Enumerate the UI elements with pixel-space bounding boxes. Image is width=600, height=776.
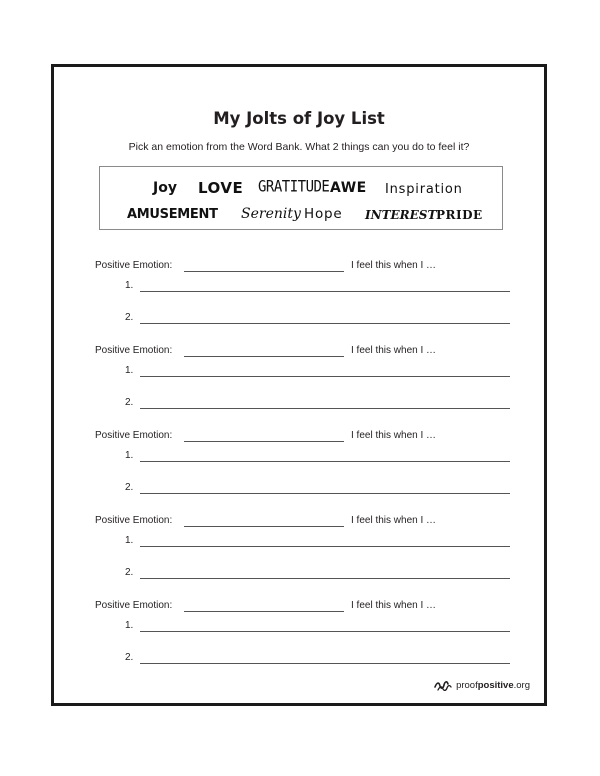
word-love: LOVE	[198, 179, 244, 197]
word-pride: PRIDE	[436, 208, 483, 222]
positive-emotion-label: Positive Emotion:	[95, 260, 173, 271]
emotion-answer-line[interactable]	[184, 441, 344, 442]
feel-when-label: I feel this when I …	[351, 430, 437, 441]
emotion-answer-line[interactable]	[184, 611, 344, 612]
worksheet	[51, 64, 547, 706]
word-amusement: AMUSEMENT	[127, 207, 218, 222]
item-number-2: 2.	[125, 397, 134, 408]
entry-block	[54, 515, 544, 595]
instructions: Pick an emotion from the Word Bank. What 2 things can you do to feel it?	[128, 141, 470, 153]
item-number-1: 1.	[125, 620, 134, 631]
positive-emotion-label: Positive Emotion:	[95, 515, 173, 526]
item-number-1: 1.	[125, 365, 134, 376]
emotion-answer-line[interactable]	[184, 526, 344, 527]
footer-brand	[434, 679, 530, 691]
positive-emotion-label: Positive Emotion:	[95, 345, 173, 356]
positive-emotion-label: Positive Emotion:	[95, 430, 173, 441]
wave-logo-icon	[434, 679, 452, 691]
feel-when-label: I feel this when I …	[351, 600, 437, 611]
answer-line-1[interactable]	[140, 631, 510, 632]
answer-line-1[interactable]	[140, 546, 510, 547]
answer-line-2[interactable]	[140, 663, 510, 664]
answer-line-1[interactable]	[140, 461, 510, 462]
entry-block	[54, 260, 544, 340]
item-number-2: 2.	[125, 312, 134, 323]
word-inspiration: Inspiration	[385, 182, 463, 197]
item-number-2: 2.	[125, 652, 134, 663]
answer-line-2[interactable]	[140, 323, 510, 324]
word-bank	[99, 166, 503, 230]
entry-block	[54, 345, 544, 425]
entry-block	[54, 430, 544, 510]
feel-when-label: I feel this when I …	[351, 345, 437, 356]
word-joy: Joy	[153, 180, 177, 196]
positive-emotion-label: Positive Emotion:	[95, 600, 173, 611]
feel-when-label: I feel this when I …	[351, 260, 437, 271]
feel-when-label: I feel this when I …	[351, 515, 437, 526]
answer-line-2[interactable]	[140, 408, 510, 409]
answer-line-1[interactable]	[140, 376, 510, 377]
answer-line-2[interactable]	[140, 493, 510, 494]
emotion-answer-line[interactable]	[184, 356, 344, 357]
word-hope: Hope	[304, 206, 343, 222]
item-number-1: 1.	[125, 450, 134, 461]
answer-line-1[interactable]	[140, 291, 510, 292]
item-number-1: 1.	[125, 280, 134, 291]
word-awe: AWE	[330, 180, 367, 196]
item-number-2: 2.	[125, 567, 134, 578]
answer-line-2[interactable]	[140, 578, 510, 579]
item-number-1: 1.	[125, 535, 134, 546]
word-serenity: Serenity	[241, 206, 301, 222]
emotion-answer-line[interactable]	[184, 271, 344, 272]
entry-block	[54, 600, 544, 680]
footer-url: proofpositive.org	[456, 679, 530, 691]
word-interest: INTEREST	[365, 208, 437, 222]
page-title: My Jolts of Joy List	[213, 109, 385, 128]
item-number-2: 2.	[125, 482, 134, 493]
word-gratitude: GRATITUDE	[258, 177, 330, 197]
